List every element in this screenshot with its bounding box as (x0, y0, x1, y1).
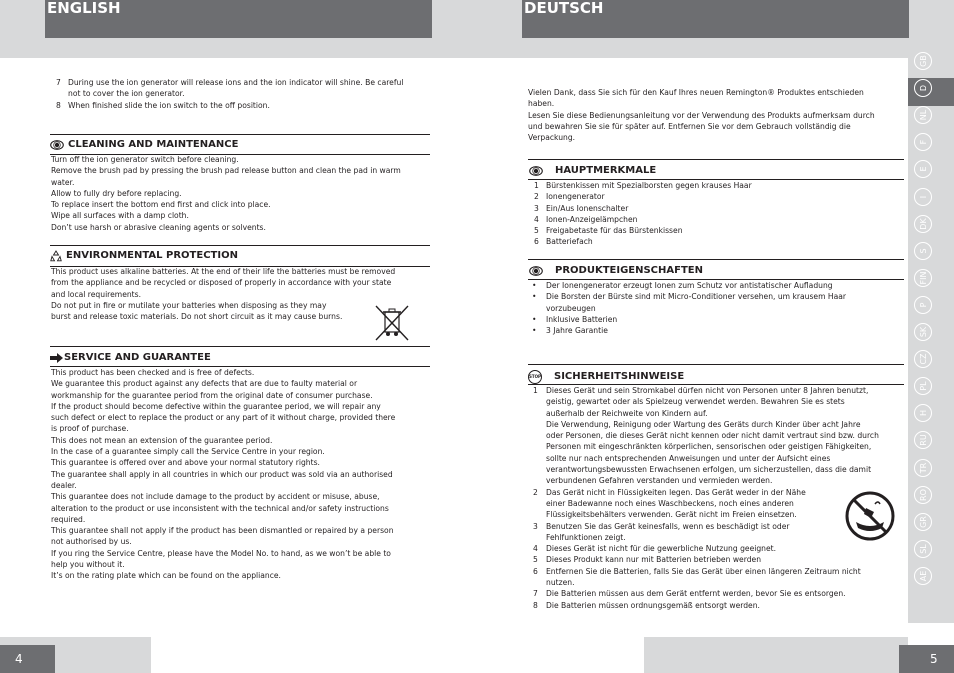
page-number-right: 5 (899, 645, 954, 673)
item-number: 2 (533, 487, 538, 497)
environmental-title: ENVIRONMENTAL PROTECTION (66, 250, 238, 261)
item-text: verbundenen Gefahren verstanden und vermieden werden. (546, 476, 773, 486)
environmental-text (51, 266, 396, 322)
language-tab-ru[interactable]: RU (914, 431, 932, 449)
feature-item (534, 180, 904, 191)
item-text: geistig, gewartet oder als Spielzeug verwendet werden. Bewahren Sie es stets (546, 397, 845, 407)
text-line: water. (51, 177, 75, 187)
section-divider (50, 134, 430, 135)
item-number: 3 (533, 521, 538, 531)
item-text: Der Ionengenerator erzeugt Ionen zum Schutz vor antistatischer Aufladung (546, 281, 833, 290)
item-text: Personen mit eingeschränkten körperlichen, sensorischen oder geistigen Fähigkeiten, (546, 442, 872, 452)
text-line: This guarantee shall not apply if the product has been dismantled or repaired by a person (51, 526, 394, 536)
text-line: Turn off the ion generator switch before cleaning. (51, 155, 239, 164)
cleaning-title: CLEANING AND MAINTENANCE (68, 139, 239, 150)
text-line: This product has been checked and is free of defects. (51, 368, 255, 377)
language-tab-pl[interactable]: PL (914, 377, 932, 395)
properties-list (532, 280, 904, 336)
text-line: und bewahren Sie sie für später auf. Entfernen Sie vor dem Gebrauch vollständig die (528, 121, 851, 131)
step-item (56, 77, 432, 88)
eye-icon (529, 266, 543, 276)
feature-item (534, 214, 904, 225)
section-divider (528, 159, 904, 160)
item-number: 2 (534, 192, 539, 202)
item-text: Entfernen Sie die Batterien, falls Sie das Gerät über einen längeren Zeitraum nicht (546, 566, 861, 576)
item-number (533, 453, 546, 464)
text-line: Remove the brush pad by pressing the brush pad release button and clean the pad in warm (51, 166, 401, 176)
text-line: Allow to fully dry before replacing. (51, 188, 182, 198)
en-steps-list (56, 77, 432, 111)
safety-item (533, 543, 905, 554)
text-line: dealer. (51, 480, 77, 490)
item-number (533, 577, 546, 588)
item-text: Batteriefach (546, 237, 593, 247)
page-number-left: 4 (0, 645, 55, 673)
cleaning-heading (50, 139, 238, 151)
item-text: Ein/Aus Ionenschalter (546, 203, 629, 213)
property-item (532, 291, 904, 302)
text-line: We guarantee this product against any defects that are due to faulty material or (51, 379, 358, 389)
language-tab-cz[interactable]: CZ (914, 350, 932, 368)
text-line: not authorised by us. (51, 537, 132, 547)
text-line: This does not mean an extension of the guarantee period. (51, 435, 273, 445)
section-divider (528, 259, 904, 260)
item-text: sollte nur nach entsprechenden Anweisungen und unter der Aufsicht eines (546, 453, 831, 463)
item-text: Ionengenerator (546, 192, 605, 202)
item-text: außerhalb der Reichweite von Kindern auf. (546, 408, 708, 418)
service-heading (50, 352, 211, 364)
item-text: oder Personen, die dieses Gerät nicht kennen oder nicht damit vertraut sind bzw. durch (546, 431, 879, 441)
language-tab-i[interactable]: I (914, 188, 932, 206)
step-item (56, 88, 432, 99)
feature-item (534, 191, 904, 202)
safety-title: SICHERHEITSHINWEISE (554, 371, 685, 382)
cleaning-text (51, 154, 431, 233)
text-line: workmanship for the guarantee period from the original date of consumer purchase. (51, 390, 373, 400)
text-line: help you without it. (51, 560, 125, 570)
language-tab-f[interactable]: F (914, 133, 932, 151)
section-divider (50, 245, 430, 246)
text-line: To replace insert the bottom end first and click into place. (51, 200, 271, 210)
item-number: 5 (534, 226, 539, 236)
item-text: Inklusive Batterien (546, 314, 618, 324)
bullet: • (532, 326, 537, 336)
text-line: from the appliance and be recycled or disposed of properly in accordance with your state (51, 278, 392, 288)
item-number (56, 88, 68, 99)
safety-item (533, 430, 905, 441)
language-tab-ro[interactable]: RO (914, 486, 932, 504)
text-line: This guarantee does not include damage to the product by accident or misuse, abuse, (51, 492, 380, 502)
item-number (533, 498, 546, 509)
text-line: If the product should become defective within the guarantee period, we will repair any (51, 401, 381, 411)
safety-item (533, 577, 905, 588)
arrow-right-icon (50, 353, 63, 363)
item-number (533, 464, 546, 475)
text-line: It’s on the rating plate which can be found on the appliance. (51, 571, 281, 581)
language-tab-sl[interactable]: SL (914, 540, 932, 558)
item-number (533, 532, 546, 543)
safety-item (533, 588, 905, 599)
item-text: Die Verwendung, Reinigung oder Wartung des Geräts durch Kinder über acht Jahre (546, 419, 861, 429)
text-line: This guarantee is offered over and above your normal statutory rights. (51, 458, 320, 468)
bullet: • (532, 314, 537, 324)
eye-icon (529, 166, 543, 176)
language-tab-gr[interactable]: GR (914, 513, 932, 531)
eye-icon (50, 140, 64, 150)
item-number: 6 (533, 566, 538, 576)
safety-item (533, 475, 905, 486)
bullet: • (532, 292, 537, 302)
item-text: vorzubeugen (546, 303, 596, 313)
safety-item (533, 453, 905, 464)
item-text: Dieses Produkt kann nur mit Batterien betrieben werden (546, 555, 762, 565)
item-text: Bürstenkissen mit Spezialborsten gegen krauses Haar (546, 181, 752, 190)
text-line: Wipe all surfaces with a damp cloth. (51, 211, 189, 221)
item-number (533, 475, 546, 486)
item-number (533, 419, 546, 430)
feature-item (534, 236, 904, 247)
language-tab-s[interactable]: S (914, 242, 932, 260)
item-number: 6 (534, 237, 539, 247)
language-tab-p[interactable]: P (914, 296, 932, 314)
language-tab-fin[interactable]: FIN (914, 269, 932, 287)
item-text: Die Batterien müssen ordnungsgemäß entsorgt werden. (546, 600, 760, 610)
feature-item (534, 203, 904, 214)
language-sidebar (908, 50, 954, 623)
text-line: Do not put in fire or mutilate your batteries when disposing as they may (51, 300, 327, 310)
item-text: Freigabetaste für das Bürstenkissen (546, 226, 683, 236)
language-tab-h[interactable]: H (914, 404, 932, 422)
language-tab-e[interactable]: E (914, 160, 932, 178)
text-line: This product uses alkaline batteries. At the end of their life the batteries must be removed (51, 267, 396, 276)
item-text: Fehlfunktionen zeigt. (546, 532, 626, 542)
item-number: 3 (534, 203, 539, 213)
item-number: 8 (533, 600, 538, 610)
item-number: 1 (533, 386, 538, 395)
text-line: burst and release toxic materials. Do not short circuit as it may cause burns. (51, 312, 343, 322)
features-title: HAUPTMERKMALE (555, 165, 657, 176)
stop-icon: STOP (528, 370, 542, 384)
item-text: Die Batterien müssen aus dem Gerät entfernt werden, bevor Sie es entsorgen. (546, 589, 846, 599)
item-number: 7 (56, 78, 61, 87)
section-divider (528, 364, 904, 365)
item-text: Dieses Gerät ist nicht für die gewerbliche Nutzung geeignet. (546, 544, 777, 554)
step-item (56, 100, 432, 111)
header-deutsch: DEUTSCH (522, 0, 909, 38)
property-item (532, 314, 904, 325)
properties-heading (529, 265, 703, 277)
text-line: Verpackung. (528, 133, 576, 143)
item-number (533, 430, 546, 441)
safety-item (533, 441, 905, 452)
text-line: If you ring the Service Centre, please have the Model No. to hand, as we won’t be able to (51, 548, 391, 558)
bottom-band-right (644, 637, 908, 673)
crossed-bin-icon (374, 304, 410, 342)
text-line: Lesen Sie diese Bedienungsanleitung vor der Verwendung des Produkts aufmerksam durch (528, 110, 875, 120)
bullet: • (532, 281, 537, 290)
item-number: 1 (534, 181, 539, 190)
item-text: During use the ion generator will release ions and the ion indicator will shine. Be careful (68, 78, 404, 87)
service-title: SERVICE AND GUARANTEE (64, 352, 211, 363)
item-text: Das Gerät nicht in Flüssigkeiten legen. Das Gerät weder in der Nähe (546, 487, 806, 497)
safety-item (533, 600, 905, 611)
item-text: Benutzen Sie das Gerät keinesfalls, wenn es beschädigt ist oder (546, 521, 790, 531)
item-text: verantwortungsbewussten Erwachsenen erfolgen, um sicherzustellen, dass die damit (546, 465, 872, 475)
text-line: required. (51, 514, 86, 524)
language-tab-dk[interactable]: DK (914, 215, 932, 233)
item-text: 3 Jahre Garantie (546, 326, 608, 336)
item-text: not to cover the ion generator. (68, 89, 185, 99)
item-number (533, 441, 546, 452)
text-line: haben. (528, 99, 555, 109)
text-line: such defect or elect to replace the product or any part of it without charge, provided there (51, 413, 396, 423)
feature-item (534, 225, 904, 236)
item-number (533, 396, 546, 407)
property-item (532, 303, 904, 314)
safety-item (533, 408, 905, 419)
item-text: einer Badewanne noch eines Waschbeckens, noch eines anderen (546, 498, 794, 508)
item-text: Ionen-Anzeigelämpchen (546, 214, 638, 224)
item-number: 5 (533, 555, 538, 565)
language-tab-tr[interactable]: TR (914, 459, 932, 477)
service-text (51, 367, 431, 582)
item-number (533, 408, 546, 419)
header-english: ENGLISH (45, 0, 432, 38)
property-item (532, 280, 904, 291)
item-text: Die Borsten der Bürste sind mit Micro-Conditioner versehen, um krausem Haar (546, 292, 847, 302)
item-text: When finished slide the ion switch to the off position. (68, 100, 270, 110)
text-line: In the case of a guarantee simply call the Service Centre in your region. (51, 447, 325, 457)
no-water-icon (844, 490, 896, 542)
language-tab-d[interactable]: D (914, 79, 932, 97)
item-number (533, 509, 546, 520)
safety-item (533, 419, 905, 430)
bullet (532, 303, 546, 314)
item-number: 7 (533, 589, 538, 599)
properties-title: PRODUKTEIGENSCHAFTEN (555, 265, 703, 276)
safety-heading (528, 370, 684, 384)
item-text: nutzen. (546, 578, 575, 588)
recycle-icon (50, 250, 62, 262)
environmental-heading (50, 250, 238, 262)
text-line: The guarantee shall apply in all countries in which our product was sold via an authorised (51, 469, 393, 479)
safety-item (533, 566, 905, 577)
section-divider (50, 346, 430, 347)
language-tab-nl[interactable]: NL (914, 106, 932, 124)
text-line: and local requirements. (51, 289, 142, 299)
language-tab-sk[interactable]: SK (914, 323, 932, 341)
safety-item (533, 464, 905, 475)
property-item (532, 325, 904, 336)
safety-item (533, 396, 905, 407)
item-number: 4 (534, 214, 539, 224)
safety-item (533, 554, 905, 565)
features-heading (529, 165, 656, 177)
safety-item (533, 385, 905, 396)
language-tab-gb[interactable]: GB (914, 52, 932, 70)
item-number: 8 (56, 100, 61, 110)
item-text: Dieses Gerät und sein Stromkabel dürfen nicht von Personen unter 8 Jahren benutzt, (546, 386, 869, 395)
text-line: Don’t use harsh or abrasive cleaning agents or solvents. (51, 222, 266, 232)
item-text: Flüssigkeitsbehälters verwenden. Gerät nicht im Freien einsetzen. (546, 510, 797, 520)
text-line: Vielen Dank, dass Sie sich für den Kauf Ihres neuen Remington® Produktes entschieden (528, 88, 864, 97)
features-list (534, 180, 904, 248)
de-intro-text (528, 87, 908, 143)
text-line: alteration to the product or use inconsistent with the technical and/or safety instructions (51, 503, 389, 513)
text-line: is proof of purchase. (51, 424, 129, 434)
item-number: 4 (533, 544, 538, 554)
language-tab-ae[interactable]: AE (914, 567, 932, 585)
